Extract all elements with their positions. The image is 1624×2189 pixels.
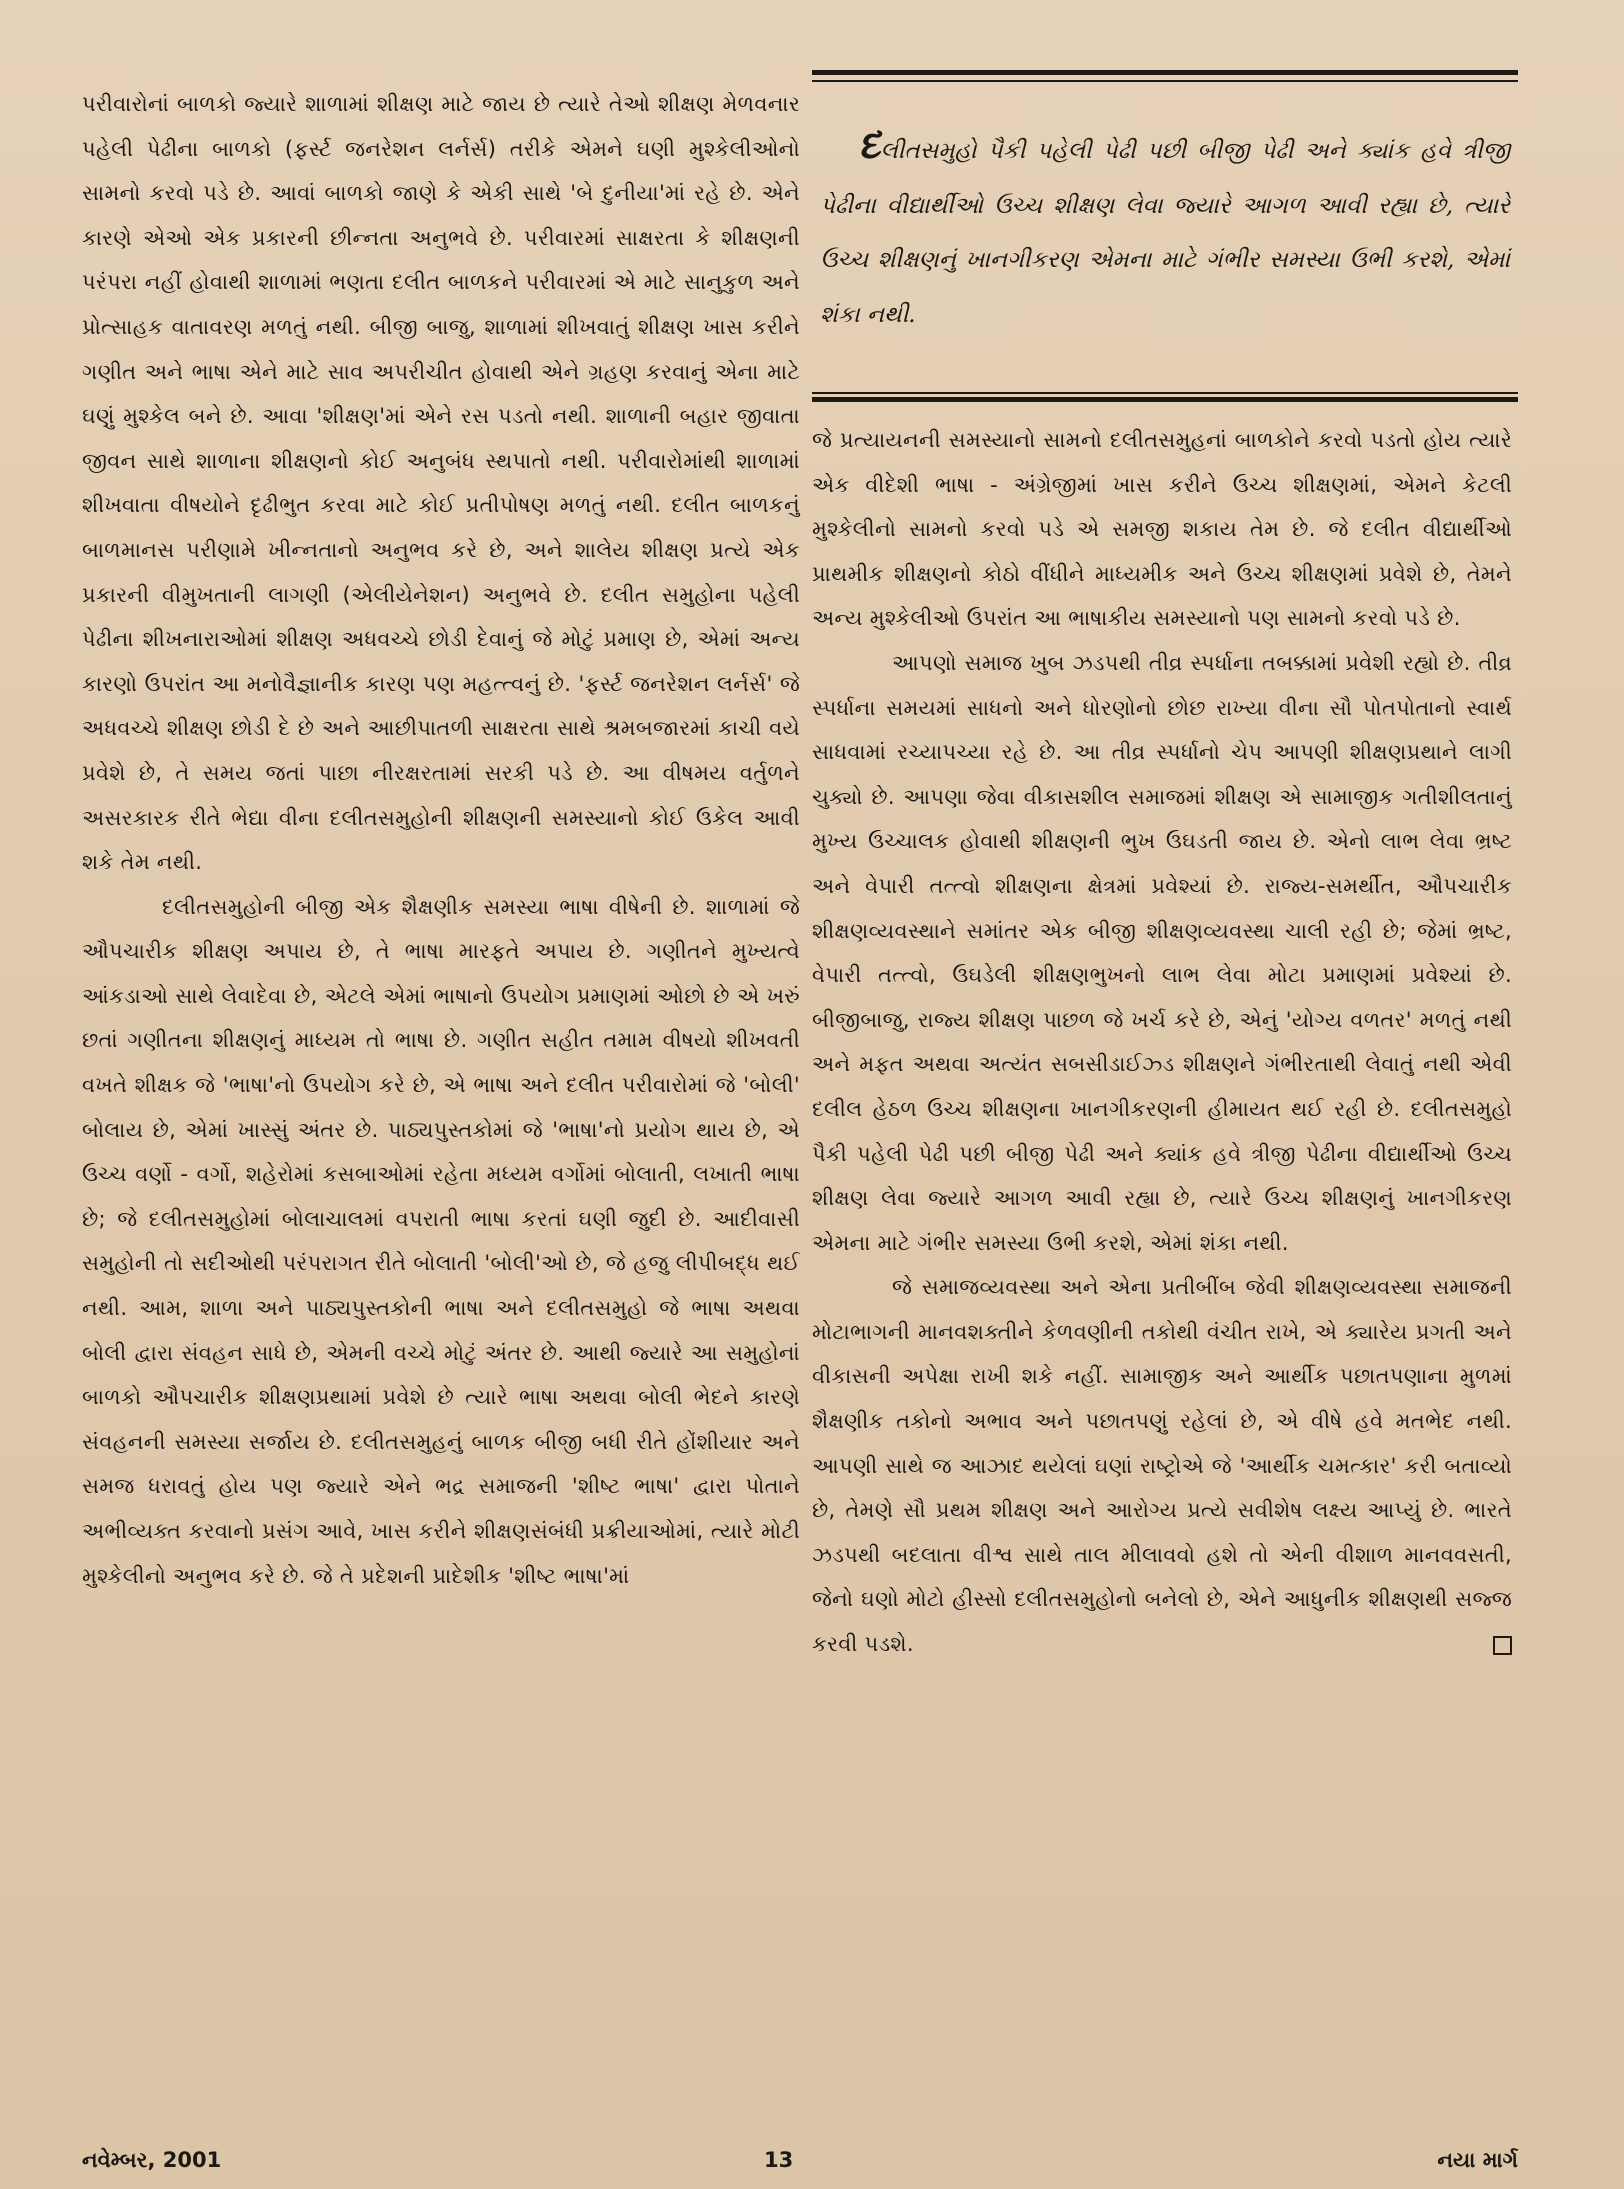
pull-quote-text: લીતસમુહો પૈકી પહેલી પેઢી પછી બીજી પેઢી અને ક્યાંક હવે ત્રીજી પેઢીના વીદ્યાર્થીઓ ઉચ્ચ શીક્ષણ લેવા જ્યારે આગળ આવી રહ્યા છે, ત્યારે ઉચ્ચ શીક્ષણનું ખાનગીકરણ એમના માટે ગંભીર સમસ્યા ઉભી કરશે, એમાં શંકા નથી. [820, 138, 1510, 328]
right-paragraph-3-text: જે સમાજવ્યવસ્થા અને એના પ્રતીબીંબ જેવી શીક્ષણવ્યવસ્થા સમાજની મોટાભાગની માનવશક્તીને કેળવણીની તકોથી વંચીત રાખે, એ ક્યારેય પ્રગતી અને વીકાસની અપેક્ષા રાખી શકે નહીં. સામાજીક અને આર્થીક પછાતપણાના મુળમાં શૈક્ષણીક તકોનો અભાવ અને પછાતપણું રહેલાં છે, એ વીષે હવે મતભેદ નથી. આપણી સાથે જ આઝાદ થયેલાં ઘણાં રાષ્ટ્રોએ જે 'આર્થીક ચમત્કાર' કરી બતાવ્યો છે, તેમણે સૌ પ્રથમ શીક્ષણ અને આરોગ્ય પ્રત્યે સવીશેષ લક્ષ્ય આપ્યું છે. ભારતે ઝડપથી બદલાતા વીશ્વ સાથે તાલ મીલાવવો હશે તો એની વીશાળ માનવવસતી, જેનો ઘણો મોટો હીસ્સો દલીતસમુહોનો બનેલો છે, એને આધુનીક શીક્ષણથી સજ્જ કરવી પડશે. [812, 1275, 1512, 1657]
right-paragraph-3 [812, 1265, 1512, 1666]
pull-quote-bottom-rule [812, 397, 1518, 402]
right-paragraph-1: જે પ્રત્યાયનની સમસ્યાનો સામનો દલીતસમુહનાં બાળકોને કરવો પડતો હોય ત્યારે એક વીદેશી ભાષા - અંગ્રેજીમાં ખાસ કરીને ઉચ્ચ શીક્ષણમાં, એમને કેટલી મુશ્કેલીનો સામનો કરવો પડે એ સમજી શકાય તેમ છે. જે દલીત વીદ્યાર્થીઓ પ્રાથમીક શીક્ષણનો કોઠો વીંધીને માધ્યમીક અને ઉચ્ચ શીક્ષણમાં પ્રવેશે છે, તેમને અન્ય મુશ્કેલીઓ ઉપરાંત આ ભાષાકીય સમસ્યાનો પણ સામનો કરવો પડે છે. [812, 428, 1512, 631]
end-of-article-mark [1493, 1636, 1512, 1655]
right-column [812, 418, 1512, 1667]
magazine-name: નયા માર્ગ [1437, 2148, 1518, 2172]
pull-quote [820, 118, 1510, 342]
pull-quote-initial: દ [858, 121, 881, 168]
right-paragraph-2: આપણો સમાજ ખુબ ઝડપથી તીવ્ર સ્પર્ધાના તબક્કામાં પ્રવેશી રહ્યો છે. તીવ્ર સ્પર્ધાના સમયમાં સાધનો અને ધોરણોનો છોછ રાખ્યા વીના સૌ પોતપોતાનો સ્વાર્થ સાધવામાં રચ્યાપચ્યા રહે છે. આ તીવ્ર સ્પર્ધાનો ચેપ આપણી શીક્ષણપ્રથાને લાગી ચુક્યો છે. આપણા જેવા વીકાસશીલ સમાજમાં શીક્ષણ એ સામાજીક ગતીશીલતાનું મુખ્ય ઉચ્ચાલક હોવાથી શીક્ષણની ભુખ ઉઘડતી જાય છે. એનો લાભ લેવા ભ્રષ્ટ અને વેપારી તત્ત્વો શીક્ષણના ક્ષેત્રમાં પ્રવેશ્યાં છે. રાજ્ય-સમર્થીત, ઔપચારીક શીક્ષણવ્યવસ્થાને સમાંતર એક બીજી શીક્ષણવ્યવસ્થા ચાલી રહી છે; જેમાં ભ્રષ્ટ, વેપારી તત્ત્વો, ઉઘડેલી શીક્ષણભુખનો લાભ લેવા મોટા પ્રમાણમાં પ્રવેશ્યાં છે. બીજીબાજુ, રાજ્ય શીક્ષણ પાછળ જે ખર્ચ કરે છે, એનું 'યોગ્ય વળતર' મળતું નથી અને મફત અથવા અત્યંત સબસીડાઈઝ્ડ શીક્ષણને ગંભીરતાથી લેવાતું નથી એવી દલીલ હેઠળ ઉચ્ચ શીક્ષણના ખાનગીકરણની હીમાયત થઈ રહી છે. દલીતસમુહો પૈકી પહેલી પેઢી પછી બીજી પેઢી અને ક્યાંક હવે ત્રીજી પેઢીના વીદ્યાર્થીઓ ઉચ્ચ શીક્ષણ લેવા જ્યારે આગળ આવી રહ્યા છે, ત્યારે ઉચ્ચ શીક્ષણનું ખાનગીકરણ એમના માટે ગંભીર સમસ્યા ઉભી કરશે, એમાં શંકા નથી. [812, 650, 1512, 1255]
page-number: 13 [764, 2148, 794, 2172]
pull-quote-bottom-rule-thin [812, 392, 1518, 394]
pull-quote-top-rule-thin [812, 80, 1518, 82]
issue-date: નવેમ્બર, 2001 [82, 2148, 222, 2172]
pull-quote-top-rule [812, 70, 1518, 75]
left-column [82, 82, 800, 1598]
page-footer [82, 2148, 1518, 2178]
left-paragraph-2: દલીતસમુહોની બીજી એક શૈક્ષણીક સમસ્યા ભાષા વીષેની છે. શાળામાં જે ઔપચારીક શીક્ષણ અપાય છે, તે ભાષા મારફતે અપાય છે. ગણીતને મુખ્યત્વે આંકડાઓ સાથે લેવાદેવા છે, એટલે એમાં ભાષાનો ઉપયોગ પ્રમાણમાં ઓછો છે એ ખરું છતાં ગણીતના શીક્ષણનું માધ્યમ તો ભાષા છે. ગણીત સહીત તમામ વીષયો શીખવતી વખતે શીક્ષક જે 'ભાષા'નો ઉપયોગ કરે છે, એ ભાષા અને દલીત પરીવારોમાં જે 'બોલી' બોલાય છે, એમાં ખાસ્સું અંતર છે. પાઠ્યપુસ્તકોમાં જે 'ભાષા'નો પ્રયોગ થાય છે, એ ઉચ્ચ વર્ણો - વર્ગો, શહેરોમાં કસબાઓમાં રહેતા મધ્યમ વર્ગોમાં બોલાતી, લખાતી ભાષા છે; જે દલીતસમુહોમાં બોલાચાલમાં વપરાતી ભાષા કરતાં ઘણી જુદી છે. આદીવાસી સમુહોની તો સદીઓથી પરંપરાગત રીતે બોલાતી 'બોલી'ઓ છે, જે હજુ લીપીબદ્ધ થઈ નથી. આમ, શાળા અને પાઠ્યપુસ્તકોની ભાષા અને દલીતસમુહો જે ભાષા અથવા બોલી દ્વારા સંવહન સાધે છે, એમની વચ્ચે મોટું અંતર છે. આથી જ્યારે આ સમુહોનાં બાળકો ઔપચારીક શીક્ષણપ્રથામાં પ્રવેશે છે ત્યારે ભાષા અથવા બોલી ભેદને કારણે સંવહનની સમસ્યા સર્જાય છે. દલીતસમુહનું બાળક બીજી બધી રીતે હોંશીયાર અને સમજ ધરાવતું હોય પણ જ્યારે એને ભદ્ર સમાજની 'શીષ્ટ ભાષા' દ્વારા પોતાને અભીવ્યક્ત કરવાનો પ્રસંગ આવે, ખાસ કરીને શીક્ષણસંબંધી પ્રક્રીયાઓમાં, ત્યારે મોટી મુશ્કેલીનો અનુભવ કરે છે. જે તે પ્રદેશની પ્રાદેશીક 'શીષ્ટ ભાષા'માં [82, 894, 800, 1588]
left-paragraph-1: પરીવારોનાં બાળકો જ્યારે શાળામાં શીક્ષણ માટે જાય છે ત્યારે તેઓ શીક્ષણ મેળવનાર પહેલી પેઢીના બાળકો (ફર્સ્ટ જનરેશન લર્નર્સ) તરીકે એમને ઘણી મુશ્કેલીઓનો સામનો કરવો પડે છે. આવાં બાળકો જાણે કે એકી સાથે 'બે દુનીયા'માં રહે છે. એને કારણે એઓ એક પ્રકારની છીન્નતા અનુભવે છે. પરીવારમાં સાક્ષરતા કે શીક્ષણની પરંપરા નહીં હોવાથી શાળામાં ભણતા દલીત બાળકને પરીવારમાં એ માટે સાનુકુળ અને પ્રોત્સાહક વાતાવરણ મળતું નથી. બીજી બાજુ, શાળામાં શીખવાતું શીક્ષણ ખાસ કરીને ગણીત અને ભાષા એને માટે સાવ અપરીચીત હોવાથી એને ગ્રહણ કરવાનું એના માટે ઘણું મુશ્કેલ બને છે. આવા 'શીક્ષણ'માં એને રસ પડતો નથી. શાળાની બહાર જીવાતા જીવન સાથે શાળાના શીક્ષણનો કોઈ અનુબંધ સ્થપાતો નથી. પરીવારોમાંથી શાળામાં શીખવાતા વીષયોને દૃઢીભુત કરવા માટે કોઈ પ્રતીપોષણ મળતું નથી. દલીત બાળકનું બાળમાનસ પરીણામે ખીન્નતાનો અનુભવ કરે છે, અને શાલેય શીક્ષણ પ્રત્યે એક પ્રકારની વીમુખતાની લાગણી (એલીયેનેશન) અનુભવે છે. દલીત સમુહોના પહેલી પેઢીના શીખનારાઓમાં શીક્ષણ અધવચ્ચે છોડી દેવાનું જે મોટું પ્રમાણ છે, એમાં અન્ય કારણો ઉપરાંત આ મનોવૈજ્ઞાનીક કારણ પણ મહત્ત્વનું છે. 'ફર્સ્ટ જનરેશન લર્નર્સ' જે અધવચ્ચે શીક્ષણ છોડી દે છે અને આછીપાતળી સાક્ષરતા સાથે શ્રમબજારમાં કાચી વયે પ્રવેશે છે, તે સમય જતાં પાછા નીરક્ષરતામાં સરકી પડે છે. આ વીષમય વર્તુળને અસરકારક રીતે ભેદ્યા વીના દલીતસમુહોની શીક્ષણની સમસ્યાનો કોઈ ઉકેલ આવી શકે તેમ નથી. [82, 92, 800, 875]
